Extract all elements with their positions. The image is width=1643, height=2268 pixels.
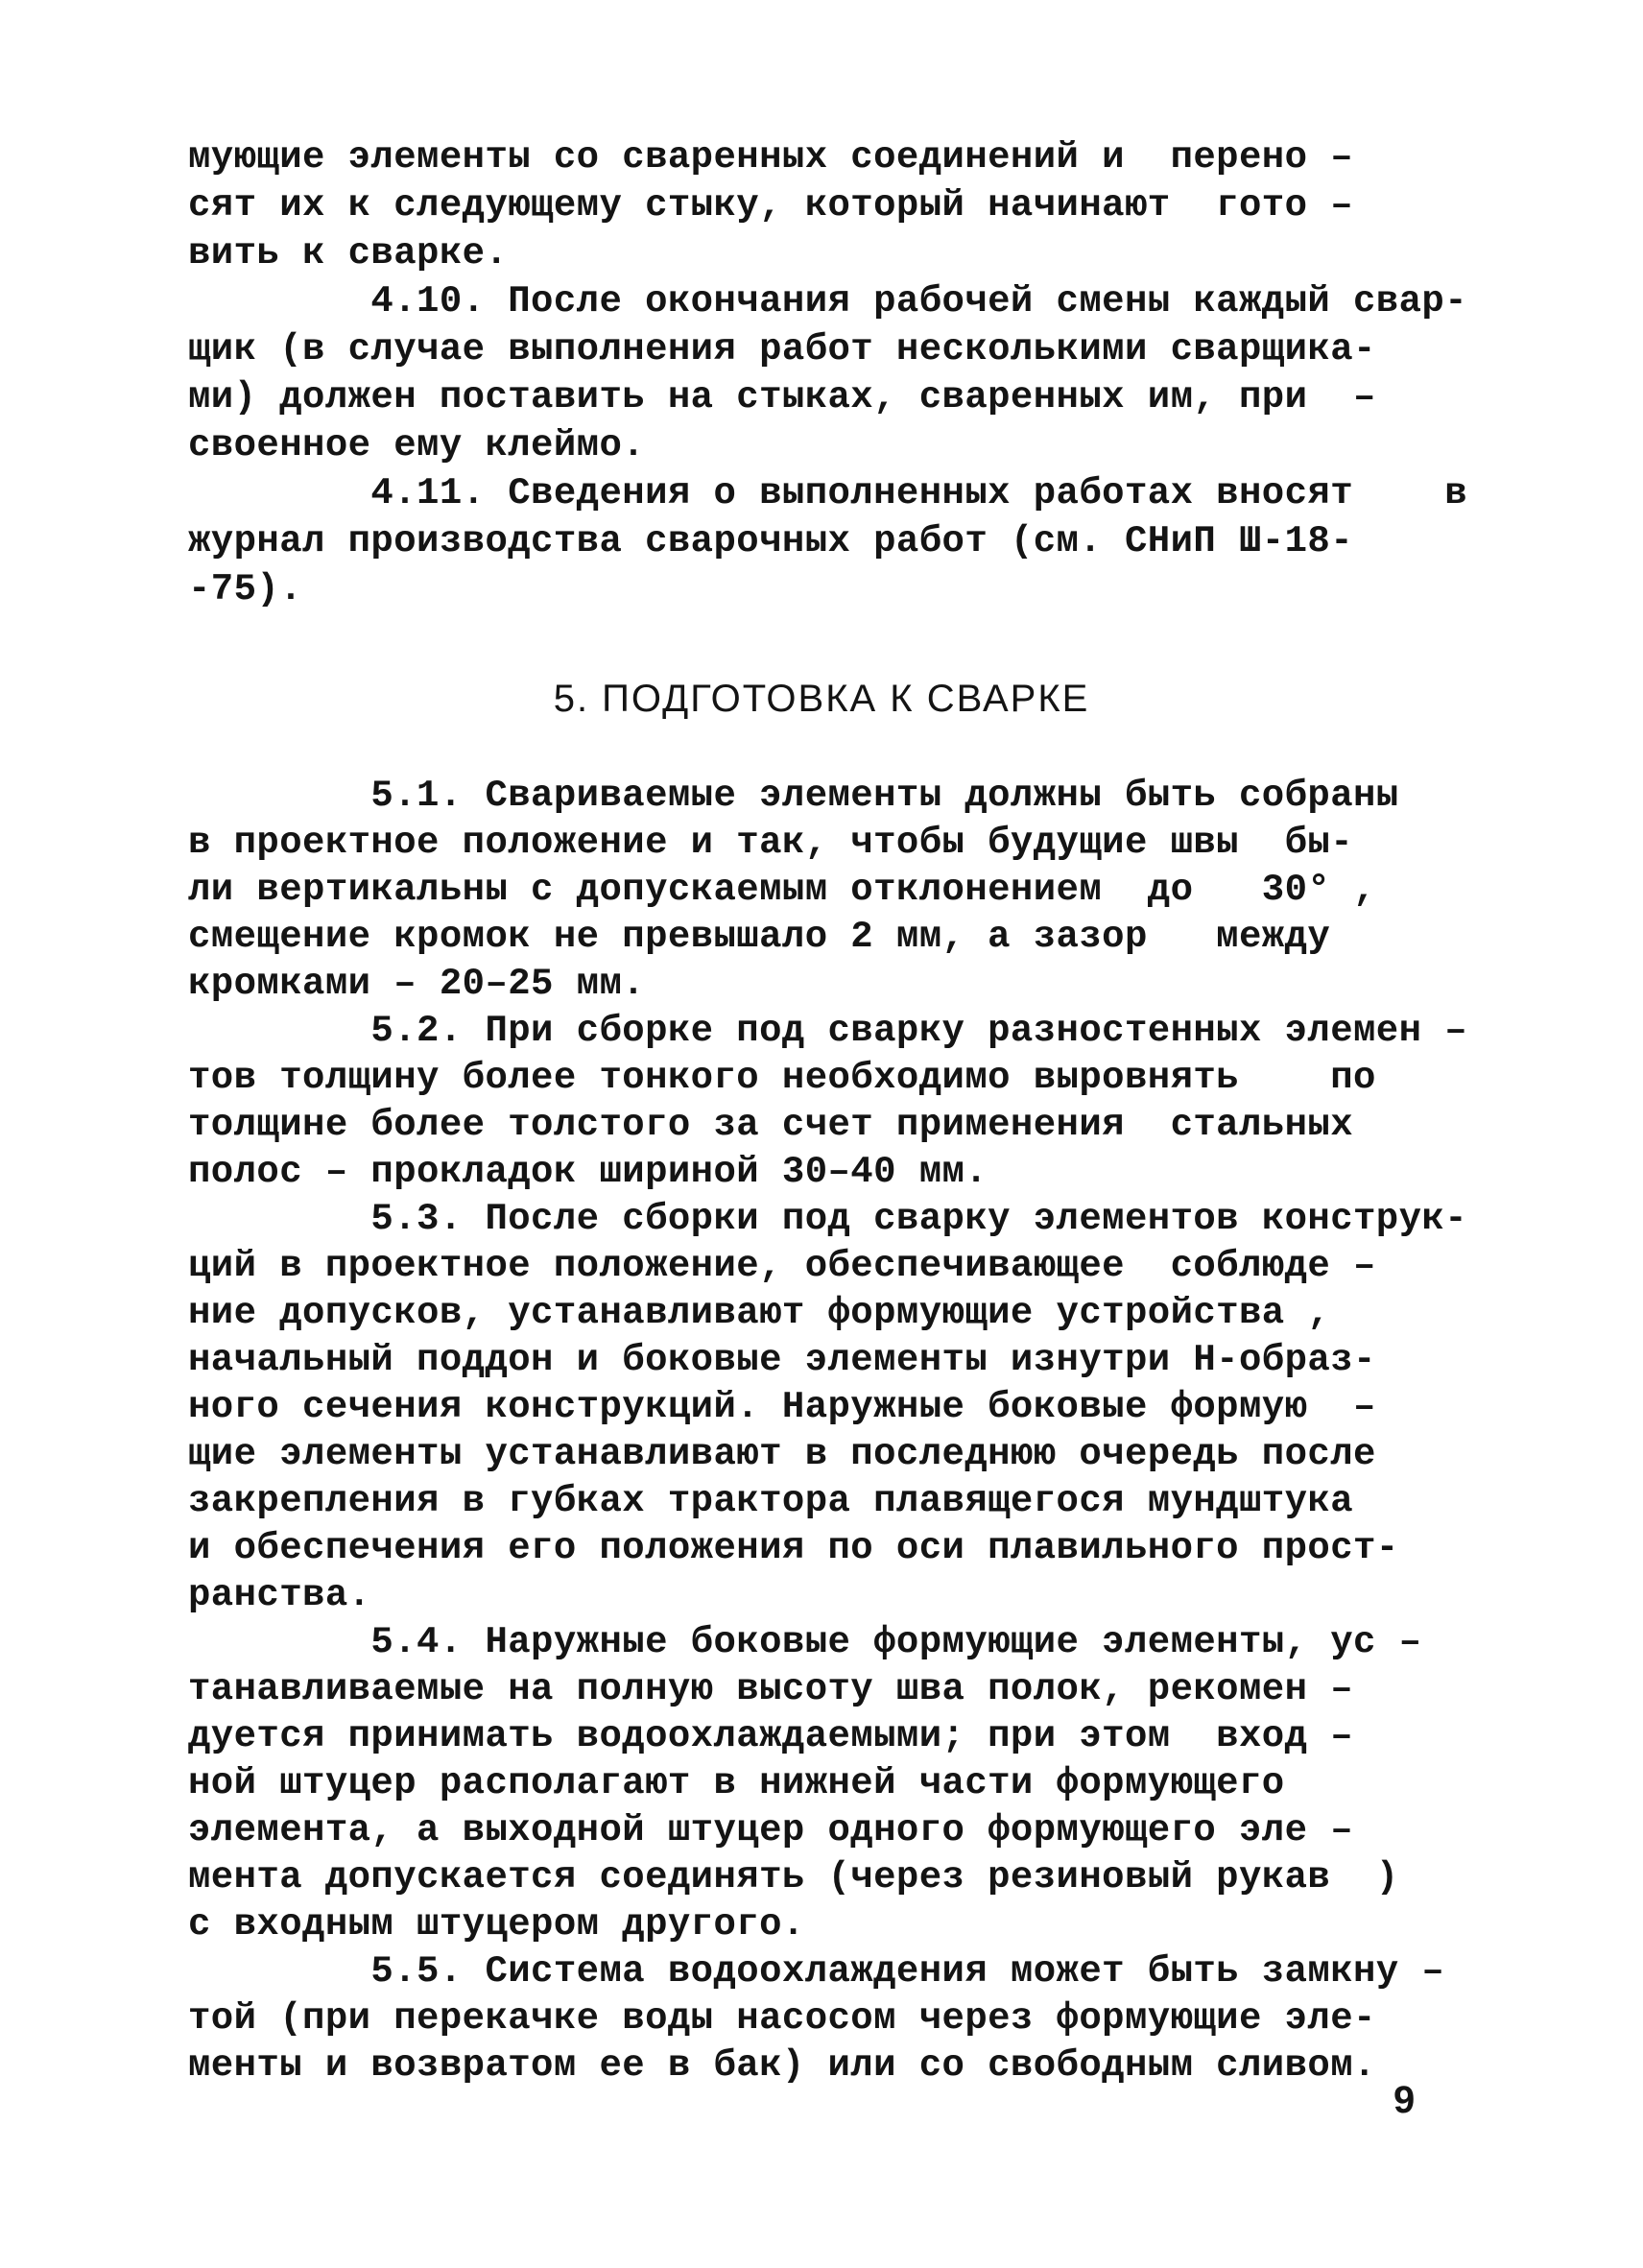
text-line: щик (в случае выполнения работ несколькими сварщика- xyxy=(188,328,1376,370)
text-line: ций в проектное положение, обеспечивающее соблюде – xyxy=(188,1245,1376,1287)
text-line: 5.2. При сборке под сварку разностенных элемен – xyxy=(188,1010,1468,1052)
text-line: начальный поддон и боковые элементы изнутри Н-образ- xyxy=(188,1339,1376,1381)
text-line: журнал производства сварочных работ (см. СНиП Ш-18- xyxy=(188,520,1353,562)
text-line: толщине более толстого за счет применения стальных xyxy=(188,1104,1353,1146)
text-line: 4.11. Сведения о выполненных работах вносят в xyxy=(188,472,1468,514)
text-line: щие элементы устанавливают в последнюю очередь после xyxy=(188,1433,1376,1475)
text-line: менты и возвратом ее в бак) или со свободным сливом. xyxy=(188,2044,1376,2087)
text-line: сят их к следующему стыку, который начинают гото – xyxy=(188,184,1353,227)
text-line: танавливаемые на полную высоту шва полок, рекомен – xyxy=(188,1668,1353,1710)
text-line: той (при перекачке воды насосом через формующие эле- xyxy=(188,1997,1376,2040)
text-line: элемента, а выходной штуцер одного формующего эле – xyxy=(188,1809,1353,1851)
text-line: мента допускается соединять (через резиновый рукав ) xyxy=(188,1856,1399,1898)
text-line: ранства. xyxy=(188,1574,371,1616)
text-line: своенное ему клеймо. xyxy=(188,424,646,466)
text-line: и обеспечения его положения по оси плавильного прост- xyxy=(188,1527,1399,1569)
text-line: кромками – 20–25 мм. xyxy=(188,963,646,1005)
text-line: ного сечения конструкций. Наружные боковые формую – xyxy=(188,1386,1376,1428)
text-line: ние допусков, устанавливают формующие устройства , xyxy=(188,1292,1331,1334)
page-number: 9 xyxy=(1393,2079,1416,2121)
text-line: закрепления в губках трактора плавящегося мундштука xyxy=(188,1480,1353,1522)
text-line: в проектное положение и так, чтобы будущие швы бы- xyxy=(188,822,1353,864)
section-heading: 5. ПОДГОТОВКА К СВАРКЕ xyxy=(553,678,1090,720)
text-line: -75). xyxy=(188,568,303,610)
text-line: ли вертикальны с допускаемым отклонением до 30° , xyxy=(188,869,1376,911)
text-line: вить к сварке. xyxy=(188,232,509,275)
text-line: 5.3. После сборки под сварку элементов конструк- xyxy=(188,1198,1468,1240)
text-line: 5.5. Система водоохлаждения может быть замкну – xyxy=(188,1950,1445,1993)
text-line: 5.1. Свариваемые элементы должны быть собраны xyxy=(188,775,1399,817)
text-line: ной штуцер располагают в нижней части формующего xyxy=(188,1762,1285,1804)
text-line: дуется принимать водоохлаждаемыми; при этом вход – xyxy=(188,1715,1353,1757)
text-line: 4.10. После окончания рабочей смены каждый свар- xyxy=(188,280,1468,322)
text-line: смещение кромок не превышало 2 мм, а зазор между xyxy=(188,916,1331,958)
text-line: с входным штуцером другого. xyxy=(188,1903,805,1946)
text-line: полос – прокладок шириной 30–40 мм. xyxy=(188,1151,988,1193)
text-line: тов толщину более тонкого необходимо выровнять по xyxy=(188,1057,1376,1099)
text-line: ми) должен поставить на стыках, сваренных им, при – xyxy=(188,376,1376,418)
text-line: мующие элементы со сваренных соединений и перено – xyxy=(188,136,1353,179)
text-line: 5.4. Наружные боковые формующие элементы, ус – xyxy=(188,1621,1422,1663)
